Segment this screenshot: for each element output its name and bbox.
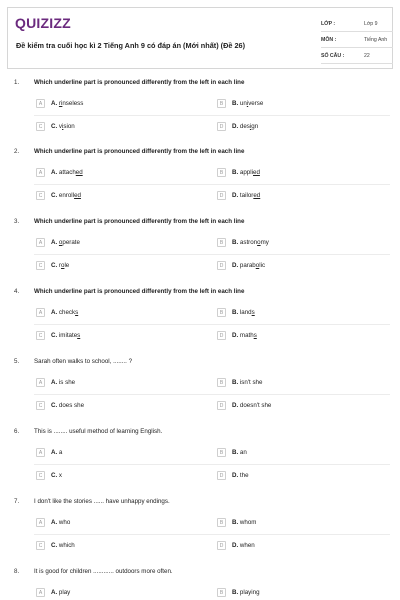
option-label: D.	[232, 542, 240, 549]
option-label: D.	[232, 472, 240, 479]
option-label: A.	[51, 309, 59, 316]
option-letter-box: A	[36, 238, 45, 247]
question-number: 6.	[14, 428, 20, 435]
option-label: C.	[51, 472, 59, 479]
option-text	[51, 309, 78, 316]
option-label: D.	[232, 402, 240, 409]
option-letter-box: B	[217, 378, 226, 387]
option-text-part: who	[58, 519, 71, 526]
option-text	[51, 472, 62, 479]
underlined-part: ed	[74, 192, 81, 199]
meta-row-subject	[321, 32, 393, 48]
option-text	[232, 542, 255, 549]
option-text-part: math	[239, 332, 254, 339]
option-text-part: land	[239, 309, 252, 316]
option-text-part: the	[239, 472, 249, 479]
option-label: B.	[232, 589, 240, 596]
underlined-part: o	[255, 262, 260, 269]
option-letter-box: B	[217, 168, 226, 177]
question-text: Which underline part is pronounced differently from the left in each line	[34, 218, 245, 225]
question-number: 4.	[14, 288, 20, 295]
option-label: A.	[51, 169, 59, 176]
option-letter-box: A	[36, 588, 45, 597]
option-label: C.	[51, 123, 59, 130]
underlined-part: i	[246, 100, 249, 107]
option-letter-box: C	[36, 471, 45, 480]
underlined-part: ed	[75, 169, 83, 176]
option-label: A.	[51, 239, 59, 246]
option-label: C.	[51, 262, 59, 269]
underlined-part: o	[58, 239, 63, 246]
question-text: I don't like the stories ...... have unhappy endings.	[34, 498, 170, 505]
option-text-part: whom	[239, 519, 257, 526]
option-letter-box: B	[217, 99, 226, 108]
question-number: 5.	[14, 358, 20, 365]
option-letter-box: C	[36, 541, 45, 550]
option-text	[51, 332, 80, 339]
page-title: Đề kiểm tra cuối học kì 2 Tiếng Anh 9 có đáp án (Mới nhất) (Đề 26)	[16, 41, 246, 50]
option-text	[232, 100, 263, 107]
option-text-part: play	[58, 589, 71, 596]
option-letter-box: C	[36, 401, 45, 410]
option-label: A.	[51, 519, 59, 526]
option-label: C.	[51, 332, 59, 339]
option-text-part: playing	[239, 589, 260, 596]
option-letter-box: A	[36, 448, 45, 457]
option-text	[232, 519, 256, 526]
option-letter-box: B	[217, 588, 226, 597]
option-text-part: un	[239, 100, 247, 107]
option-label: B.	[232, 379, 240, 386]
question-text: Which underline part is pronounced differently from the left in each line	[34, 79, 245, 86]
option-text-part: doesn't she	[239, 402, 272, 409]
option-divider	[34, 115, 390, 116]
option-text-part: des	[239, 123, 250, 130]
option-text-part: when	[239, 542, 255, 549]
underlined-part: o	[257, 239, 261, 246]
option-text-part: appli	[239, 169, 253, 176]
question-text: Which underline part is pronounced differently from the left in each line	[34, 148, 245, 155]
meta-key: MÔN :	[321, 37, 337, 43]
option-text-part: sion	[63, 123, 75, 130]
option-text-part: check	[58, 309, 76, 316]
question-text: Which underline part is pronounced differently from the left in each line	[34, 288, 245, 295]
option-letter-box: D	[217, 331, 226, 340]
option-label: B.	[232, 309, 240, 316]
option-text	[51, 239, 80, 246]
option-letter-box: D	[217, 471, 226, 480]
option-text	[51, 262, 69, 269]
option-text-part: tailor	[239, 192, 254, 199]
meta-value: Tiếng Anh	[364, 37, 388, 43]
option-text-part: isn't she	[239, 379, 263, 386]
option-letter-box: C	[36, 331, 45, 340]
option-text-part: gn	[251, 123, 259, 130]
option-letter-box: B	[217, 448, 226, 457]
option-letter-box: A	[36, 99, 45, 108]
option-text-part: v	[58, 123, 63, 130]
option-letter-box: D	[217, 261, 226, 270]
option-letter-box: D	[217, 191, 226, 200]
option-text	[51, 192, 81, 199]
option-letter-box: A	[36, 308, 45, 317]
option-text	[51, 402, 84, 409]
option-text	[232, 449, 247, 456]
option-letter-box: B	[217, 308, 226, 317]
option-text-part: my	[260, 239, 269, 246]
option-text-part: attach	[58, 169, 76, 176]
option-text	[232, 309, 255, 316]
option-text	[51, 123, 75, 130]
option-text	[232, 332, 257, 339]
option-text	[51, 542, 75, 549]
option-divider	[34, 324, 390, 325]
option-text-part: nseless	[62, 100, 84, 107]
option-text	[232, 589, 260, 596]
option-label: A.	[51, 100, 59, 107]
underlined-part: ed	[253, 192, 261, 199]
underlined-part: i	[249, 123, 252, 130]
option-text	[232, 239, 269, 246]
option-divider	[34, 464, 390, 465]
option-text-part: x	[58, 472, 63, 479]
option-letter-box: D	[217, 122, 226, 131]
option-label: C.	[51, 402, 59, 409]
option-letter-box: C	[36, 191, 45, 200]
underlined-part: o	[60, 262, 65, 269]
option-letter-box: C	[36, 261, 45, 270]
option-letter-box: D	[217, 541, 226, 550]
option-text-part: enroll	[58, 192, 75, 199]
question-number: 8.	[14, 568, 20, 575]
option-label: A.	[51, 449, 59, 456]
option-label: C.	[51, 192, 59, 199]
option-letter-box: A	[36, 168, 45, 177]
option-letter-box: A	[36, 378, 45, 387]
meta-key: LỚP :	[321, 21, 336, 27]
option-label: D.	[232, 192, 240, 199]
option-text	[51, 100, 83, 107]
option-text-part: does she	[58, 402, 85, 409]
option-text-part: a	[58, 449, 63, 456]
quizizz-logo: QUIZIZZ	[15, 15, 71, 31]
option-label: B.	[232, 169, 240, 176]
option-divider	[34, 254, 390, 255]
question-number: 1.	[14, 79, 20, 86]
meta-info	[321, 16, 393, 64]
option-text	[232, 169, 260, 176]
option-letter-box: D	[217, 401, 226, 410]
option-text-part: astron	[239, 239, 258, 246]
option-text-part: lic	[259, 262, 266, 269]
option-text	[232, 379, 262, 386]
meta-value: Lớp 9	[364, 21, 378, 27]
option-text	[51, 169, 83, 176]
option-text-part: parab	[239, 262, 256, 269]
option-text-part: perate	[62, 239, 80, 246]
underlined-part: s	[253, 332, 257, 339]
option-text	[51, 589, 70, 596]
option-label: D.	[232, 332, 240, 339]
underlined-part: ed	[253, 169, 260, 176]
meta-value: 22	[364, 53, 370, 59]
option-text-part: is she	[58, 379, 76, 386]
option-letter-box: B	[217, 238, 226, 247]
option-divider	[34, 184, 390, 185]
question-text: Sarah often walks to school, ........ ?	[34, 358, 133, 365]
option-text-part: r	[58, 262, 61, 269]
option-text-part: imitate	[58, 332, 78, 339]
option-letter-box: A	[36, 518, 45, 527]
option-label: B.	[232, 100, 240, 107]
option-text-part: verse	[248, 100, 264, 107]
underlined-part: i	[62, 123, 64, 130]
question-text: It is good for children ............ outdoors more often.	[34, 568, 173, 575]
option-label: D.	[232, 123, 240, 130]
option-text-part: an	[239, 449, 247, 456]
option-text-part: le	[64, 262, 70, 269]
option-label: A.	[51, 589, 59, 596]
option-label: B.	[232, 519, 240, 526]
option-letter-box: C	[36, 122, 45, 131]
question-number: 3.	[14, 218, 20, 225]
option-divider	[34, 394, 390, 395]
option-text	[51, 379, 75, 386]
question-number: 2.	[14, 148, 20, 155]
question-text: This is ........ useful method of learning English.	[34, 428, 163, 435]
option-text	[232, 192, 260, 199]
underlined-part: s	[251, 309, 255, 316]
option-letter-box: B	[217, 518, 226, 527]
option-text	[51, 519, 70, 526]
option-text	[232, 123, 258, 130]
underlined-part: s	[77, 332, 81, 339]
option-label: C.	[51, 542, 59, 549]
option-label: D.	[232, 262, 240, 269]
option-label: B.	[232, 449, 240, 456]
option-text-part: which	[58, 542, 75, 549]
option-text	[232, 402, 271, 409]
option-label: A.	[51, 379, 59, 386]
option-text	[51, 449, 62, 456]
meta-row-count	[321, 48, 393, 64]
option-text	[232, 262, 265, 269]
meta-key: SỐ CÂU :	[321, 53, 345, 59]
option-divider	[34, 534, 390, 535]
underlined-part: ri	[58, 100, 63, 107]
option-label: B.	[232, 239, 240, 246]
option-text	[232, 472, 249, 479]
worksheet-header	[7, 7, 393, 69]
underlined-part: s	[75, 309, 79, 316]
question-number: 7.	[14, 498, 20, 505]
meta-row-class	[321, 16, 393, 32]
